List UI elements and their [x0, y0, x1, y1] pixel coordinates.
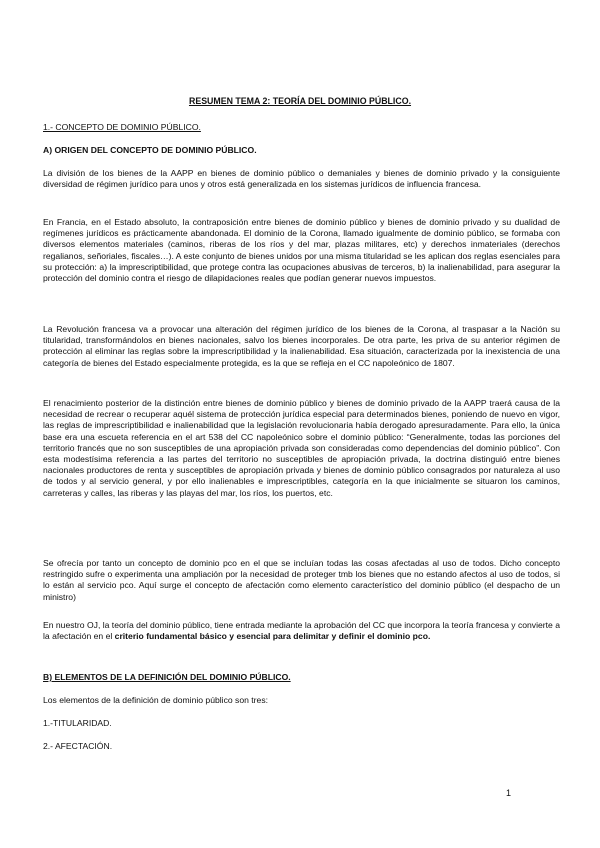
- list-item-titularidad: 1.-TITULARIDAD.: [43, 718, 112, 728]
- page-number: 1: [506, 788, 512, 798]
- paragraph-1: La división de los bienes de la AAPP en bienes de dominio público o demaniales y bienes de dominio privado y la consiguiente diversidad de régimen jurídico para unos y otros está generalizada en los sistemas jurídicos de influencia francesa.: [43, 168, 560, 190]
- paragraph-2: En Francia, en el Estado absoluto, la contraposición entre bienes de dominio público y bienes de dominio privado y su dualidad de regímenes jurídicos es prácticamente abandonada. El dominio de la Corona, llamado igualmente de dominio público, se formaba con diversos elementos materiales (caminos, riberas de los ríos y del mar, plazas militares, etc) y derechos inmateriales (derechos regalianos, señoriales, fiscales…). A este conjunto de bienes unidos por una misma titularidad se les aplican dos reglas esenciales para su protección: a) la imprescriptibilidad, que protege contra las ocupaciones abusivas de terceros, b) la inalienabilidad, para asegurar la protección del dominio contra el riesgo de dilapidaciones reales que podían generar nuevos impuestos.: [43, 217, 560, 284]
- subsection-heading-a: A) ORIGEN DEL CONCEPTO DE DOMINIO PÚBLICO.: [43, 145, 257, 155]
- section-heading-1: 1.- CONCEPTO DE DOMINIO PÚBLICO.: [43, 122, 201, 132]
- paragraph-5: Se ofrecía por tanto un concepto de dominio pco en el que se incluían todas las cosas afectadas al uso de todos. Dicho concepto restringido sufre o experimenta una ampliación por la necesidad de proteger tmb los bienes que no estando afectos al uso de todos, si lo están al servicio pco. Aquí surge el concepto de afectación como elemento característico del dominio público (el despacho de un ministro): [43, 558, 560, 602]
- paragraph-3: La Revolución francesa va a provocar una alteración del régimen jurídico de los bienes de la Corona, al traspasar a la Nación su titularidad, transformándolos en bienes nacionales, salvo los bienes incorporales. De otra parte, les priva de su anterior régimen de protección al eliminar las reglas sobre la imprescriptibilidad y la inalienabilidad. Esa situación, caracterizada por la inexistencia de una categoría de bienes del Estado especialmente protegida, es la que se refleja en el CC napoleónico de 1807.: [43, 324, 560, 368]
- document-title: RESUMEN TEMA 2: TEORÍA DEL DOMINIO PÚBLICO.: [188, 96, 412, 106]
- subsection-heading-b: B) ELEMENTOS DE LA DEFINICIÓN DEL DOMINIO PÚBLICO.: [43, 672, 291, 682]
- paragraph-4: El renacimiento posterior de la distinción entre bienes de dominio público y bienes de dominio privado de la AAPP traerá causa de la necesidad de recrear o recuperar aquél sistema de protección jurídica especial para determinados bienes, poniendo de nuevo en vigor, las reglas de imprescriptibilidad e inalienabilidad que la legislación revolucionaria había derogado apresuradamente. Para ello, la única base era una escueta referencia en el art 538 del CC napoleónico sobre el dominio público: “Generalmente, todas las porciones del territorio francés que no son susceptibles de una apropiación privada son consideradas como dependencias del dominio público”. Con esta modestísima referencia a las partes del territorio no susceptibles de apropiación privada, la doctrina distinguió entre bienes nacionales productores de renta y susceptibles de apropiación privada y bienes de dominio público consagrados por naturaleza al uso de todos y al servicio general, y por ello inalienables e imprescriptibles, categoría en la que inicialmente se situaron los caminos, carreteras y calles, las riberas y las playas del mar, los ríos, los puertos, etc.: [43, 398, 560, 498]
- elements-intro: Los elementos de la definición de dominio público son tres:: [43, 695, 269, 705]
- paragraph-6: [43, 620, 560, 642]
- paragraph-6-text: En nuestro OJ, la teoría del dominio público, tiene entrada mediante la aprobación del CC que incorpora la teoría francesa y convierte a la afectación en el: [43, 620, 560, 642]
- paragraph-6-bold: criterio fundamental básico y esencial para delimitar y definir el dominio pco.: [114, 631, 431, 642]
- list-item-afectacion: 2.- AFECTACIÓN.: [43, 741, 113, 751]
